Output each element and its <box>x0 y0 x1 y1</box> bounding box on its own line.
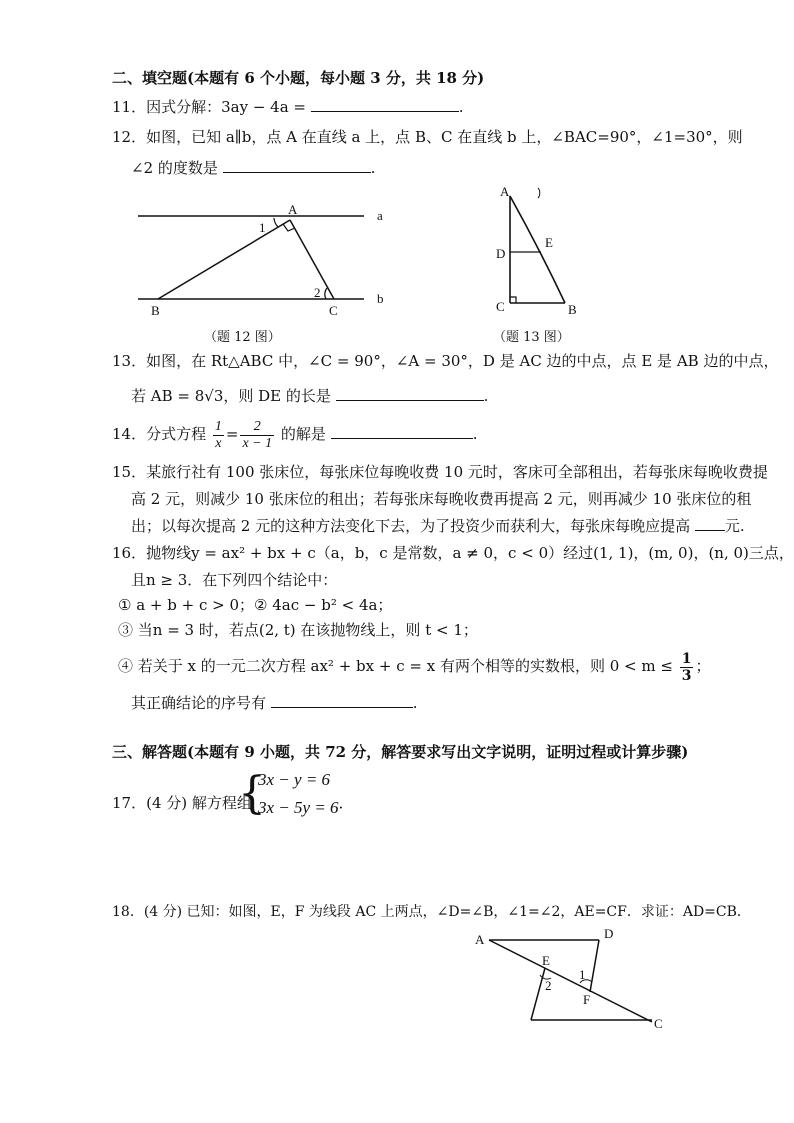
label-13-B: B <box>568 302 577 317</box>
question-13-prompt: 若 AB = 8√3，则 DE 的长是 <box>131 387 331 405</box>
question-15-end: 元. <box>724 517 745 535</box>
label-13-E: E <box>545 235 553 250</box>
label-13-D: D <box>496 246 506 261</box>
question-16-conclusion-3: ③ 当n = 3 时，若点(2, t) 在该抛物线上，则 t < 1； <box>118 621 478 639</box>
question-14-end: . <box>472 425 478 443</box>
question-11-end: . <box>458 98 464 116</box>
question-16-end: . <box>412 694 418 712</box>
equals-sign: = <box>225 425 239 443</box>
fraction-one-third: $\frac{1}{3}$ <box>681 650 692 684</box>
question-13-line-1: 13．如图，在 Rt△ABC 中，∠C = 90°，∠A = 30°，D 是 AC 边的中点，点 E 是 AB 边的中点， <box>112 352 779 370</box>
question-15-line-1: 15．某旅行社有 100 张床位，每张床位每晚收费 10 元时，客床可全部租出，若每张床每晚收费提 <box>112 463 768 481</box>
question-16-line-1: 16．抛物线y = ax² + bx + c（a，b，c 是常数，a ≠ 0，c < 0）经过(1, 1)，(m, 0)，(n, 0)三点， <box>112 544 794 562</box>
segment-eb <box>531 968 545 1020</box>
equation-2: 3x − 5y = 6· <box>258 798 343 817</box>
question-16-prompt: 其正确结论的序号有 <box>131 694 267 712</box>
label-18-A: A <box>475 932 485 947</box>
label-12-a: a <box>377 208 383 223</box>
section-3-title: 三、解答题(本题有 9 小题，共 72 分，解答要求写出文字说明，证明过程或计算步骤) <box>112 743 689 761</box>
question-15-line-2: 高 2 元，则减少 10 张床位的租出；若每张床每晚收费再提高 2 元，则再减少 10 张床位的租 <box>131 490 752 508</box>
figure-12-caption: （题 12 图） <box>204 330 281 345</box>
label-13-C: C <box>496 299 505 314</box>
label-12-angle-2: 2 <box>314 285 321 300</box>
conclusion-4-end: ； <box>695 657 711 675</box>
conclusion-4-text: ④ 若关于 x 的一元二次方程 ax² + bx + c = x 有两个相等的实数根，则 0 < m ≤ <box>118 657 673 675</box>
question-16-line-2: 且n ≥ 3．在下列四个结论中： <box>131 571 338 589</box>
equation-1: 3x − y = 6 <box>258 770 331 789</box>
question-14-prefix: 14．分式方程 <box>112 425 207 443</box>
question-18: 18．(4 分) 已知：如图，E，F 为线段 AC 上两点，∠D=∠B，∠1=∠2，AE=CF．求证：AD=CB． <box>112 904 751 920</box>
section-2-title: 二、填空题(本题有 6 个小题，每小题 3 分，共 18 分) <box>112 69 485 87</box>
question-12-end: . <box>370 159 376 177</box>
question-17-prefix: 17．(4 分) 解方程组 <box>112 794 252 812</box>
question-12-line-1: 12．如图，已知 a∥b，点 A 在直线 a 上，点 B、C 在直线 b 上，∠BAC=90°，∠1=30°，则 <box>112 128 743 146</box>
label-12-C: C <box>329 303 338 318</box>
label-18-D: D <box>604 926 614 941</box>
question-11-text: 11．因式分解：3ay − 4a = <box>112 98 306 116</box>
label-12-A: A <box>288 202 298 217</box>
label-18-1: 1 <box>579 967 586 982</box>
fraction-1-over-x: $\frac{1}{x}$ <box>214 418 222 451</box>
label-18-C: C <box>654 1016 663 1031</box>
figure-13-caption: （题 13 图） <box>493 330 570 345</box>
label-18-E: E <box>542 953 550 968</box>
question-14-suffix: 的解是 <box>280 425 326 443</box>
label-13-A: A <box>500 184 510 199</box>
question-12-prompt: ∠2 的度数是 <box>131 159 218 177</box>
label-18-2: 2 <box>545 978 552 993</box>
question-16-conclusions-1-2: ① a + b + c > 0；② 4ac − b² < 4a； <box>118 596 393 614</box>
system-brace: { <box>238 768 266 819</box>
label-12-angle-1: 1 <box>259 220 266 235</box>
label-12-b: b <box>377 291 384 306</box>
label-12-B: B <box>151 303 160 318</box>
segment-df <box>590 940 599 992</box>
segment-ac-18 <box>489 940 652 1022</box>
fraction-2-over-x-minus-1: $\frac{2}{x - 1}$ <box>242 418 273 451</box>
question-15-prompt: 出；以每次提高 2 元的这种方法变化下去，为了投资少而获利大，每张床每晚应提高 <box>131 517 691 535</box>
label-18-F: F <box>583 992 591 1007</box>
question-13-end: . <box>483 387 489 405</box>
